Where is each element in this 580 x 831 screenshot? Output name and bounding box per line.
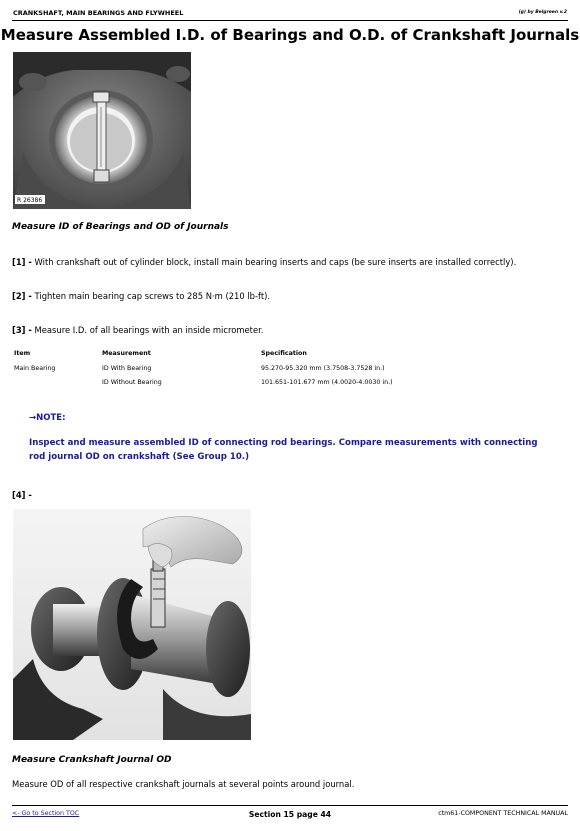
step-4 (12, 490, 32, 500)
table-cell: ID Without Bearing (102, 379, 162, 386)
step-number: [1] - (12, 257, 32, 267)
table-cell: 95.270-95.320 mm (3.7508-3.7528 in.) (261, 365, 385, 372)
bearing-measurement-photo (13, 52, 191, 209)
table-cell: 101.651-101.677 mm (4.0020-4.0030 in.) (261, 379, 393, 386)
table-cell: Main Bearing (14, 365, 56, 372)
column-header: Item (14, 350, 31, 357)
step-text: Tighten main bearing cap screws to 285 N·m (210 lb-ft). (34, 291, 271, 301)
step-number: [3] - (12, 325, 32, 335)
page-header (12, 9, 568, 21)
caption-journal: Measure Crankshaft Journal OD (12, 755, 172, 765)
manual-title: ctm61-COMPONENT TECHNICAL MANUAL (438, 810, 568, 817)
column-header: Measurement (102, 350, 151, 357)
table-cell: ID With Bearing (102, 365, 152, 372)
note-body: Inspect and measure assembled ID of connecting rod bearings. Compare measurements with connecting rod journal OD on crankshaft (See Group 10.) (29, 438, 538, 462)
crankshaft-measurement-photo (13, 509, 251, 740)
final-instruction: Measure OD of all respective crankshaft journals at several points around journal. (12, 779, 355, 789)
image-code: R 26386 (17, 197, 43, 204)
step-text: With crankshaft out of cylinder block, install main bearing inserts and caps (be sure inserts are installed correctly). (34, 257, 517, 267)
step-number: [2] - (12, 291, 32, 301)
footer-divider (12, 805, 568, 806)
brand-mark: (g) by Belgreen v.2 (518, 10, 567, 15)
page-title: Measure Assembled I.D. of Bearings and O.D. of Crankshaft Journals (0, 26, 580, 44)
step-1 (12, 257, 516, 267)
page-number: Section 15 page 44 (248, 810, 332, 819)
section-toc-link[interactable]: <- Go to Section TOC (12, 810, 80, 817)
step-2 (12, 291, 270, 301)
caption-bearings: Measure ID of Bearings and OD of Journals (12, 222, 229, 232)
step-text: Measure I.D. of all bearings with an inside micrometer. (34, 325, 264, 335)
section-title: CRANKSHAFT, MAIN BEARINGS AND FLYWHEEL (13, 9, 184, 17)
column-header: Specification (261, 350, 307, 357)
step-number: [4] - (12, 490, 32, 500)
step-3 (12, 325, 263, 335)
note-title: →NOTE: (29, 413, 66, 423)
